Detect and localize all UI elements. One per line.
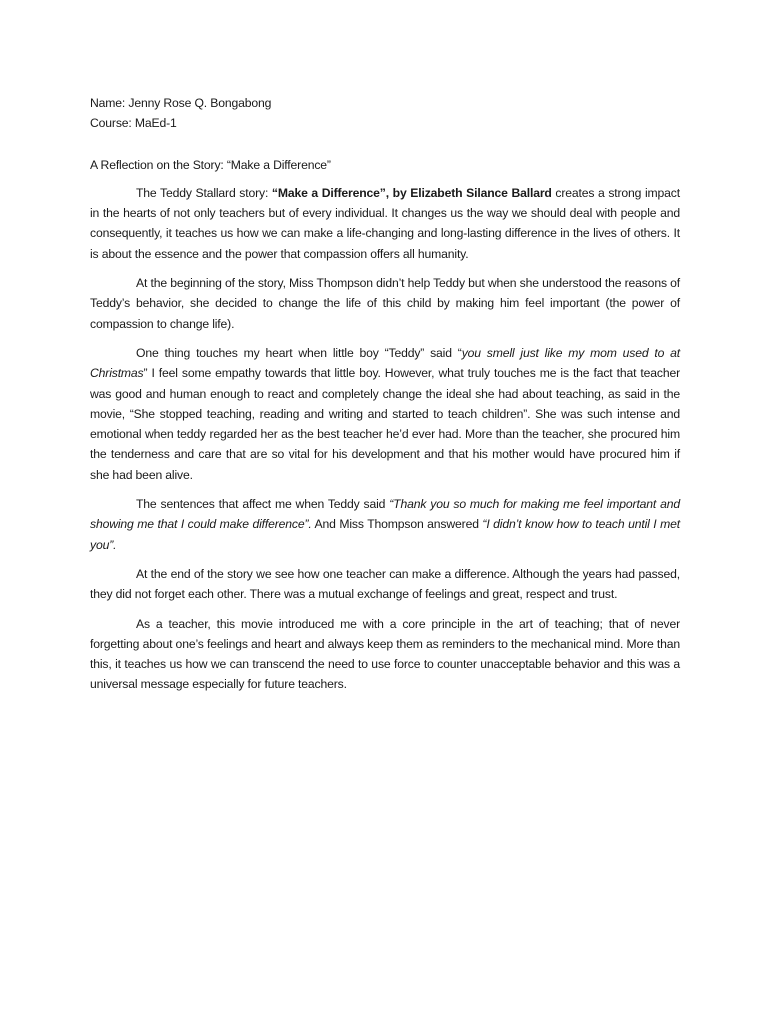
paragraph-sentences-text-a: The sentences that affect me when Teddy said [136, 497, 390, 512]
paragraph-as-teacher: As a teacher, this movie introduced me with a core principle in the art of teaching; that of never forgetting about one’s feelings and heart and always keep them as reminders to the mechanical mind. More than this, it teaches us how we can transcend the need to use force to counter unacceptable behavior and this was a universal message especially for future teachers. [90, 616, 680, 692]
paragraph-intro-text-a: The Teddy Stallard story: [136, 185, 272, 200]
paragraph-sentences-text-c: And Miss Thompson answered [311, 517, 483, 532]
paragraph-intro-text-c: creates a strong impact in the hearts of not only teachers but of every individual. It changes us the way we should deal with people and consequently, it teaches us how we can make a life-changing and long-lasting difference in the lives of others. It is about the essence and the power that compassion offers all humanity. [90, 185, 680, 261]
paragraph-touches-heart-text-c: ” I feel some empathy towards that little boy. However, what truly touches me is the fact that teacher was good and human enough to react and completely change the ideal she had about teaching, as said in the movie, “She stopped teaching, reading and writing and started to teach children”. She was such intense and emotional when teddy regarded her as the best teacher he’d ever had. More than the teacher, she procured him the tenderness and care that are so vital for his development and that his mother would have procured him if she had been alive. [90, 366, 680, 482]
teddy-thank-you-quote: “Thank you so much for making me feel important and showing me that I could make difference”. [90, 497, 681, 532]
course-info: Course: MaEd-1 [90, 116, 177, 131]
paragraph-touches-heart [90, 343, 680, 485]
reflection-title: A Reflection on the Story: “Make a Difference” [90, 157, 331, 172]
paragraph-touches-heart-text-a: One thing touches my heart when little boy “Teddy” said “ [136, 345, 462, 360]
teddy-quote: you smell just like my mom used to at Christmas [90, 345, 681, 381]
paragraph-end-of-story: At the end of the story we see how one teacher can make a difference. Although the years had passed, they did not forget each other. There was a mutual exchange of feelings and great, respect and trust. [90, 566, 680, 602]
miss-thompson-quote: “I didn’t know how to teach until I met you”. [90, 517, 680, 552]
story-title-author: “Make a Difference”, by Elizabeth Silance Ballard [271, 185, 552, 200]
author-name: Name: Jenny Rose Q. Bongabong [90, 96, 272, 110]
paragraph-beginning: At the beginning of the story, Miss Thompson didn’t help Teddy but when she understood the reasons of Teddy’s behavior, she decided to change the life of this child by making him feel important (the power of compassion to change life). [90, 276, 680, 331]
paragraph-sentences [90, 494, 680, 555]
paragraph-intro [90, 183, 680, 264]
